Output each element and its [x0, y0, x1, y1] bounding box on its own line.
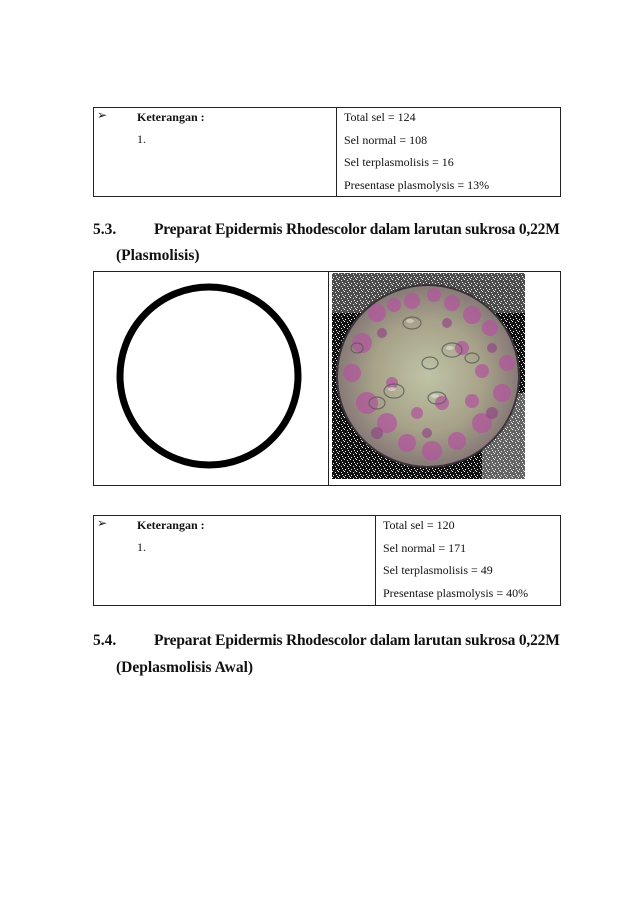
micrograph-cells-image — [332, 273, 525, 479]
stat-percentage: Presentase plasmolysis = 40% — [383, 585, 529, 600]
section-subtitle: (Deplasmolisis Awal) — [116, 659, 254, 676]
keterangan-label: Keterangan : — [137, 110, 205, 124]
keterangan-label: Keterangan : — [137, 518, 205, 532]
bullet-arrow-icon: ➢ — [97, 108, 108, 122]
image-table — [93, 271, 561, 486]
stat-total: Total sel = 124 — [344, 110, 416, 124]
table-divider — [375, 516, 376, 605]
stat-normal: Sel normal = 108 — [344, 132, 428, 147]
keterangan-item: 1. — [137, 132, 146, 146]
stat-plasmolysis: Sel terplasmolisis = 16 — [344, 155, 454, 169]
stat-normal: Sel normal = 171 — [383, 540, 467, 555]
section-title: Preparat Epidermis Rhodescolor dalam larutan sukrosa 0,22M — [154, 221, 560, 238]
keterangan-table-1 — [93, 107, 561, 197]
bullet-arrow-icon: ➢ — [97, 516, 108, 530]
stat-percentage: Presentase plasmolysis = 13% — [344, 177, 490, 192]
keterangan-table-2 — [93, 515, 561, 606]
stat-total: Total sel = 120 — [383, 518, 455, 532]
keterangan-item: 1. — [137, 540, 146, 554]
stats-list — [383, 514, 528, 604]
stats-list — [344, 106, 489, 196]
image-divider — [328, 272, 329, 485]
circle-outline-icon — [112, 282, 308, 478]
section-subtitle: (Plasmolisis) — [116, 247, 200, 264]
section-number: 5.4. — [93, 632, 117, 649]
stat-plasmolysis: Sel terplasmolisis = 49 — [383, 563, 493, 577]
section-number: 5.3. — [93, 221, 117, 238]
section-title: Preparat Epidermis Rhodescolor dalam larutan sukrosa 0,22M — [154, 632, 560, 649]
table-divider — [336, 108, 337, 196]
